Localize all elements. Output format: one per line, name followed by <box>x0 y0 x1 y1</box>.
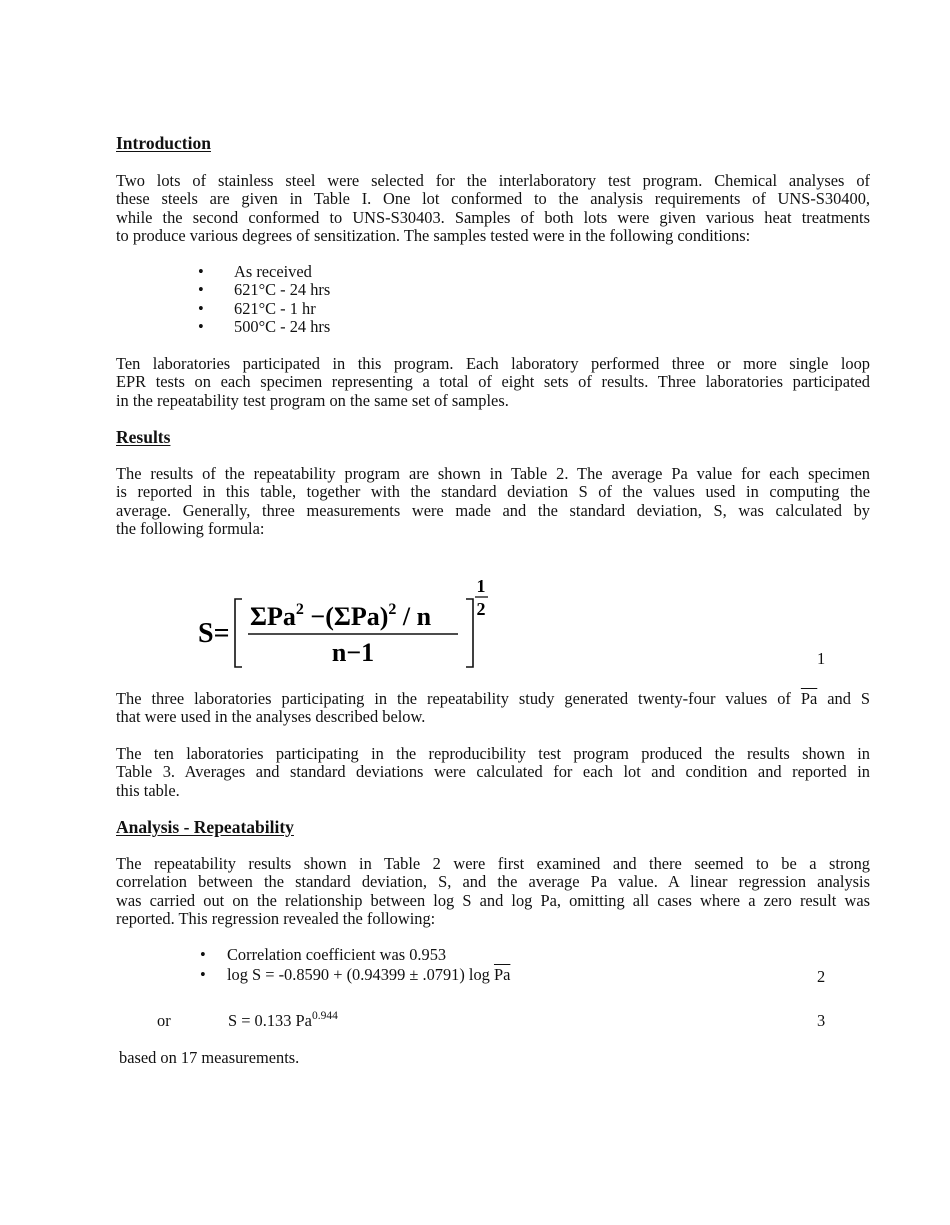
text-line: Two lots of stainless steel were selected for the interlaboratory test program. Chemical analyses of <box>116 171 870 190</box>
text-fragment: and S <box>817 689 870 708</box>
results-paragraph-3 <box>116 745 870 800</box>
text-line: average. Generally, three measurements were made and the standard deviation, S, was calculated by <box>116 500 870 520</box>
text-line: reported. This regression revealed the following: <box>116 908 436 928</box>
text-fragment: S = 0.133 Pa <box>228 1011 312 1030</box>
intro-paragraph-2 <box>116 355 870 410</box>
text-line: Ten laboratories participated in this program. Each laboratory performed three or more single loop <box>116 354 870 373</box>
results-paragraph-2 <box>116 690 870 727</box>
power-law-equation <box>228 1011 338 1031</box>
closing-text: based on 17 measurements. <box>119 1048 300 1067</box>
bullet-icon: • <box>198 280 204 300</box>
text-line: Table 3. Averages and standard deviations were calculated for each lot and condition and reported in <box>116 762 870 782</box>
exponent-numerator: 1 <box>476 576 486 596</box>
condition-text: 621°C - 1 hr <box>234 298 316 318</box>
text-line: EPR tests on each specimen representing a total of eight sets of results. Three laboratories participated <box>116 372 870 392</box>
intro-paragraph-1 <box>116 172 870 245</box>
equation-number-1: 1 <box>817 649 826 668</box>
condition-text: 500°C - 24 hrs <box>234 316 331 336</box>
or-label: or <box>157 1011 171 1030</box>
text-line: to produce various degrees of sensitization. The samples tested were in the following conditions: <box>116 225 751 245</box>
text-fragment: log S = -0.8590 + (0.94399 ± .0791) log <box>227 965 494 984</box>
analysis-heading: Analysis - Repeatability <box>116 817 294 837</box>
regression-equation <box>227 966 510 985</box>
condition-text: 621°C - 24 hrs <box>234 280 331 300</box>
pa-bar-symbol: $\overline{Pa}$ <box>493 965 511 984</box>
text-line: correlation between the standard deviation, S, and the average Pa value. A linear regression analysis <box>116 872 870 892</box>
results-paragraph-1 <box>116 465 870 538</box>
analysis-paragraph-1 <box>116 855 870 928</box>
text-line: that were used in the analyses described below. <box>116 707 426 727</box>
results-heading: Results <box>116 427 171 447</box>
correlation-text: Correlation coefficient was 0.953 <box>227 945 447 964</box>
equation-number-2: 2 <box>817 967 826 986</box>
standard-deviation-formula <box>190 568 510 678</box>
text-line <box>116 690 870 708</box>
left-bracket <box>235 599 242 667</box>
text-fragment: The three laboratories participating in the repeatability study generated twenty-four values of <box>116 689 801 708</box>
bullet-icon: • <box>198 316 204 336</box>
bullet-icon: • <box>200 945 206 964</box>
text-line: The results of the repeatability program are shown in Table 2. The average Pa value for each specimen <box>116 464 870 483</box>
exponent-denominator: 2 <box>476 599 486 619</box>
pa-bar-symbol: $\overline{Pa}$ <box>800 689 818 708</box>
text-line: this table. <box>116 780 180 800</box>
text-line: these steels are given in Table I. One lot conformed to the analysis requirements of UNS-S30400, <box>116 189 870 209</box>
formula-denominator: n−1 <box>331 638 375 667</box>
bullet-icon: • <box>198 298 204 318</box>
equation-number-3: 3 <box>817 1011 826 1030</box>
bullet-icon: • <box>200 965 206 984</box>
right-bracket <box>466 599 473 667</box>
condition-text: As received <box>234 262 312 281</box>
text-line: The repeatability results shown in Table 2 were first examined and there seemed to be a strong <box>116 854 870 873</box>
formula-numerator: $\Sigma Pa^2 -(\Sigma Pa)^2 / n$ <box>250 601 432 631</box>
exponent: 0.944 <box>311 1010 338 1022</box>
bullet-icon: • <box>198 262 204 281</box>
text-line: the following formula: <box>116 518 265 538</box>
text-line: was carried out on the relationship between log S and log Pa, omitting all cases where a zero result was <box>116 890 870 910</box>
text-line: is reported in this table, together with the standard deviation S of the values used in computing the <box>116 482 870 502</box>
text-line: The ten laboratories participating in the reproducibility test program produced the results shown in <box>116 744 870 763</box>
introduction-heading: Introduction <box>116 133 211 153</box>
text-line: while the second conformed to UNS-S30403. Samples of both lots were given various heat treatments <box>116 207 870 227</box>
formula-lhs: S= <box>198 618 230 649</box>
text-line: in the repeatability test program on the same set of samples. <box>116 390 509 410</box>
